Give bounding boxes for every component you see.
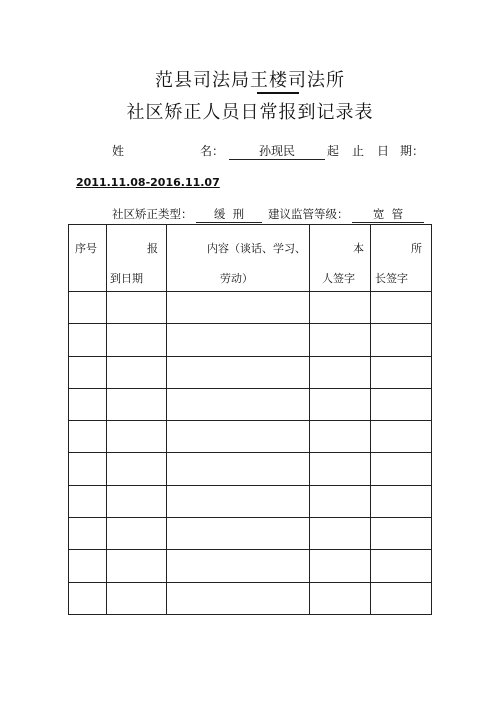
supervision-level-label: 建议监管等级： <box>268 207 349 221</box>
cell-director-signature[interactable] <box>371 518 432 550</box>
name-label-2: 名： <box>200 144 225 158</box>
cell-self-signature[interactable] <box>310 453 371 485</box>
document-title-form: 社区矫正人员日常报到记录表 <box>126 102 374 123</box>
table-row <box>69 550 432 582</box>
header-director-signature-bottom: 长签字 <box>375 272 408 285</box>
document-title-office: 范县司法局王楼司法所 <box>155 70 345 91</box>
cell-self-signature[interactable] <box>310 421 371 453</box>
cell-director-signature[interactable] <box>371 324 432 356</box>
table-row <box>69 356 432 388</box>
cell-content[interactable] <box>167 292 310 324</box>
cell-serial-number[interactable] <box>69 550 107 582</box>
cell-self-signature[interactable] <box>310 388 371 420</box>
header-content-top: 内容（谈话、学习、 <box>207 242 306 255</box>
header-serial-label: 序号 <box>75 242 97 255</box>
cell-report-date[interactable] <box>107 292 167 324</box>
header-director-signature <box>371 225 432 292</box>
cell-director-signature[interactable] <box>371 292 432 324</box>
name-value: 孙现民 <box>229 142 325 160</box>
cell-self-signature[interactable] <box>310 518 371 550</box>
cell-serial-number[interactable] <box>69 518 107 550</box>
period-label-2: 止 <box>352 144 365 158</box>
table-row <box>69 421 432 453</box>
correction-type-label: 社区矫正类型： <box>112 207 193 221</box>
table-row <box>69 292 432 324</box>
cell-content[interactable] <box>167 356 310 388</box>
cell-report-date[interactable] <box>107 518 167 550</box>
title-divider <box>257 92 299 94</box>
cell-serial-number[interactable] <box>69 388 107 420</box>
cell-report-date[interactable] <box>107 421 167 453</box>
cell-report-date[interactable] <box>107 356 167 388</box>
cell-report-date[interactable] <box>107 453 167 485</box>
cell-report-date[interactable] <box>107 582 167 614</box>
cell-report-date[interactable] <box>107 324 167 356</box>
report-record-table <box>68 224 432 615</box>
cell-content[interactable] <box>167 485 310 517</box>
cell-director-signature[interactable] <box>371 582 432 614</box>
period-label-3: 日 <box>377 144 390 158</box>
cell-report-date[interactable] <box>107 550 167 582</box>
info-row-type <box>0 206 500 224</box>
cell-director-signature[interactable] <box>371 421 432 453</box>
supervision-level-value: 宽 管 <box>352 206 424 223</box>
cell-content[interactable] <box>167 550 310 582</box>
cell-director-signature[interactable] <box>371 550 432 582</box>
cell-content[interactable] <box>167 582 310 614</box>
header-report-date-bottom: 到日期 <box>110 272 143 285</box>
header-self-signature-top: 本 <box>353 242 364 255</box>
table-row <box>69 582 432 614</box>
cell-serial-number[interactable] <box>69 453 107 485</box>
header-content <box>167 225 310 292</box>
cell-content[interactable] <box>167 518 310 550</box>
cell-serial-number[interactable] <box>69 356 107 388</box>
info-row-name <box>0 142 500 162</box>
table-row <box>69 324 432 356</box>
correction-type-value: 缓 刑 <box>196 206 262 223</box>
cell-director-signature[interactable] <box>371 453 432 485</box>
name-label-1: 姓 <box>112 144 125 158</box>
header-self-signature-bottom: 人签字 <box>322 272 355 285</box>
table-row <box>69 388 432 420</box>
cell-self-signature[interactable] <box>310 324 371 356</box>
cell-report-date[interactable] <box>107 388 167 420</box>
cell-self-signature[interactable] <box>310 356 371 388</box>
cell-content[interactable] <box>167 421 310 453</box>
table-header-row <box>69 225 432 292</box>
header-report-date-top: 报 <box>147 242 158 255</box>
cell-director-signature[interactable] <box>371 388 432 420</box>
table-row <box>69 485 432 517</box>
cell-self-signature[interactable] <box>310 550 371 582</box>
cell-director-signature[interactable] <box>371 356 432 388</box>
header-serial-number <box>69 225 107 292</box>
header-content-bottom: 劳动） <box>220 272 253 285</box>
cell-serial-number[interactable] <box>69 292 107 324</box>
table-body <box>69 292 432 615</box>
cell-serial-number[interactable] <box>69 324 107 356</box>
cell-self-signature[interactable] <box>310 292 371 324</box>
cell-content[interactable] <box>167 324 310 356</box>
header-self-signature <box>310 225 371 292</box>
correction-period: 2011.11.08-2016.11.07 <box>76 176 220 189</box>
header-director-signature-top: 所 <box>411 242 422 255</box>
cell-serial-number[interactable] <box>69 485 107 517</box>
cell-serial-number[interactable] <box>69 582 107 614</box>
cell-report-date[interactable] <box>107 485 167 517</box>
cell-content[interactable] <box>167 453 310 485</box>
cell-serial-number[interactable] <box>69 421 107 453</box>
period-label-4: 期： <box>400 144 425 158</box>
table-row <box>69 518 432 550</box>
cell-content[interactable] <box>167 388 310 420</box>
table-row <box>69 453 432 485</box>
period-label-1: 起 <box>327 144 340 158</box>
cell-director-signature[interactable] <box>371 485 432 517</box>
cell-self-signature[interactable] <box>310 485 371 517</box>
cell-self-signature[interactable] <box>310 582 371 614</box>
header-report-date <box>107 225 167 292</box>
